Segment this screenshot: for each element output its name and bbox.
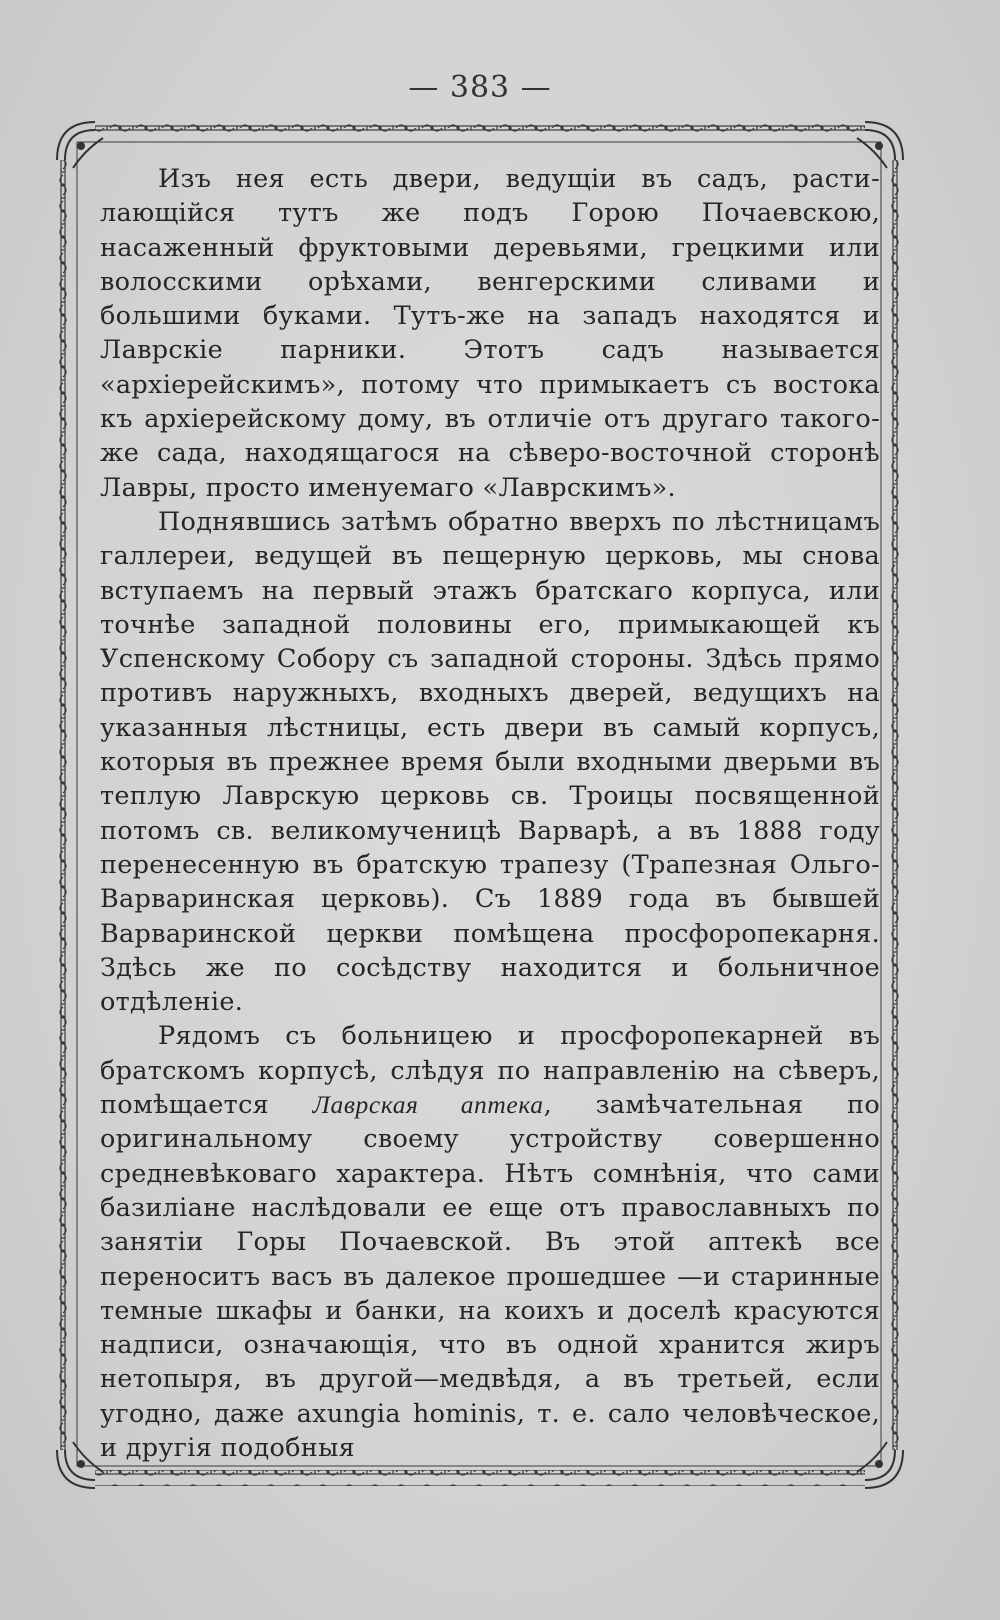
page-number: — 383 — bbox=[408, 70, 552, 105]
paragraph-pharmacy-end: , замѣчательная по оригинальному своему устройству совершенно средневѣковаго характера. Нѣтъ сомнѣнiя, что сами базилiане наслѣдовали ее еще отъ православныхъ по занятiи Горы Почаевской. Въ этой аптекѣ все переноситъ васъ въ далекое прошедшее —и старинные темные шкафы и банки, на коихъ и доселѣ красуются надписи, означающiя, что въ одной хранится жиръ нетопыря, въ другой—медвѣдя, а въ третьей, если угодно, даже axungia hominis, т. е. сало человѣческое, и другiя подобныя bbox=[100, 1090, 880, 1463]
lavra-pharmacy-title: Лаврская аптека bbox=[312, 1090, 544, 1120]
paragraph-pharmacy-start: Рядомъ съ больницею и просфоропекарней въ братскомъ корпусѣ, слѣдуя по направленiю на сѣверъ, помѣщается bbox=[100, 1021, 880, 1121]
paragraph-garden: Изъ нея есть двери, ведущiи въ садъ, расти-лающiйся тутъ же подъ Горою Почаевскою, насаженный фруктовыми деревьями, грецкими или волосскими орѣхами, венгерскими сливами и большими буками. Тутъ-же на западъ находятся и Лаврскiе парники. Этотъ садъ называется «архiерейскимъ», потому что примыкаетъ съ востока къ архiерейскому дому, въ отличiе отъ другаго такого-же сада, находящагося на сѣверо-восточной сторонѣ Лавры, просто именуемаго «Лаврскимъ». bbox=[100, 164, 880, 503]
page-body bbox=[100, 162, 880, 1463]
paragraph-pharmacy bbox=[100, 1019, 880, 1465]
paragraph-brotherhood-building: Поднявшись затѣмъ обратно вверхъ по лѣстницамъ галлереи, ведущей въ пещерную церковь, мы снова вступаемъ на первый этажъ братскаго корпуса, или точнѣе западной половины его, примыкающей къ Успенскому Собору съ западной стороны. Здѣсь прямо противъ наружныхъ, входныхъ дверей, ведущихъ на указанныя лѣстницы, есть двери въ самый корпусъ, которыя въ прежнее время были входными дверьми въ теплую Лаврскую церковь св. Троицы посвященной потомъ св. великомученицѣ Варварѣ, а въ 1888 году перенесенную въ братскую трапезу (Трапезная Ольго-Варваринская церковь). Съ 1889 года въ бывшей Варваринской церкви помѣщена просфоропекарня. Здѣсь же по сосѣдству находится и больничное отдѣленiе. bbox=[100, 506, 880, 1018]
